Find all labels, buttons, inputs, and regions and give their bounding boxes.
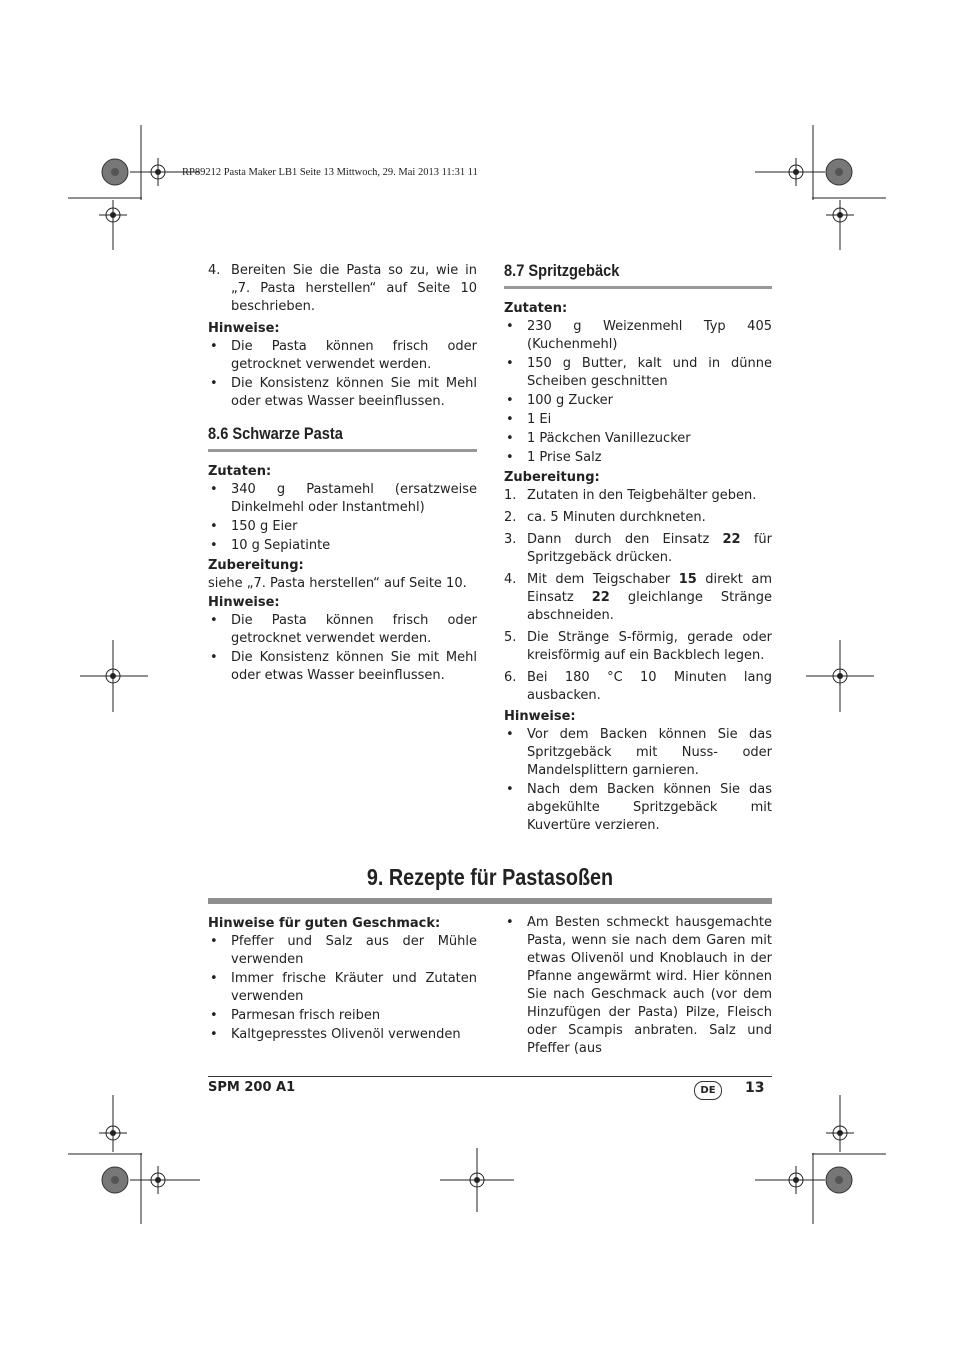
hints-list — [208, 612, 477, 685]
list-item: • Die Konsistenz können Sie mit Mehl oder etwas Wasser beeinflussen. — [208, 649, 477, 685]
list-item: • Kaltgepresstes Olivenöl verwenden — [208, 1026, 477, 1044]
tips-list — [208, 933, 477, 1044]
section-heading-spritzgebaeck: 8.7 Spritzgebäck — [504, 262, 772, 289]
list-item: • Immer frische Kräuter und Zutaten verwenden — [208, 970, 477, 1006]
list-item: • 100 g Zucker — [504, 392, 772, 410]
hints-title: Hinweise: — [208, 595, 280, 610]
list-item: • Die Konsistenz können Sie mit Mehl oder etwas Wasser beeinflussen. — [208, 375, 477, 411]
ingredients-list — [208, 481, 477, 555]
hints-list — [208, 338, 477, 411]
prep-text: siehe „7. Pasta herstellen“ auf Seite 10. — [208, 576, 467, 591]
list-item: • Am Besten schmeckt hausgemachte Pasta, wenn sie nach dem Garen mit etwas Olivenöl und Knoblauch in der Pfanne angewärmt wird. Hier können Sie nach Geschmack auch (vor dem Hinzufügen der Pasta) Pilze, Fleisch oder Scampis anbraten. Salz und Pfeffer (aus — [504, 914, 772, 1058]
list-item: • Vor dem Backen können Sie das Spritzgebäck mit Nuss- oder Mandelsplittern garnieren. — [504, 726, 772, 780]
list-item: • Die Pasta können frisch oder getrocknet verwendet werden. — [208, 338, 477, 374]
list-item: 4. Bereiten Sie die Pasta so zu, wie in „7. Pasta herstellen“ auf Seite 10 beschrieben. — [208, 263, 477, 314]
hints-title: Hinweise: — [504, 709, 576, 724]
bottom-left-column — [208, 914, 477, 1045]
list-item: • Die Pasta können frisch oder getrocknet verwendet werden. — [208, 612, 477, 648]
left-column — [208, 262, 477, 686]
ingredients-list — [504, 318, 772, 467]
footer-rule — [208, 1076, 772, 1077]
list-item: • 340 g Pastamehl (ersatzweise Dinkelmehl oder Instantmehl) — [208, 481, 477, 517]
tips-title: Hinweise für guten Geschmack: — [208, 916, 441, 931]
step-list — [504, 487, 772, 705]
page-number: 13 — [745, 1080, 765, 1096]
chapter-title: 9. Rezepte für Pastasoßen — [366, 864, 614, 890]
list-item: • 150 g Eier — [208, 518, 477, 536]
print-info-header: RP89212 Pasta Maker LB1 Seite 13 Mittwoch, 29. Mai 2013 11:31 11 — [182, 167, 478, 178]
list-item: • 10 g Sepiatinte — [208, 537, 477, 555]
list-item: 3. Dann durch den Einsatz 22 für Spritzgebäck drücken. — [504, 532, 772, 565]
section-heading-schwarze-pasta: 8.6 Schwarze Pasta — [208, 425, 477, 452]
footer-model: SPM 200 A1 — [208, 1080, 296, 1095]
list-item: 5. Die Stränge S-förmig, gerade oder kreisförmig auf ein Backblech legen. — [504, 630, 772, 663]
list-item: • 150 g Butter, kalt und in dünne Scheiben geschnitten — [504, 355, 772, 391]
list-item: • 1 Ei — [504, 411, 772, 429]
ingredients-title: Zutaten: — [504, 301, 568, 316]
list-item: • Pfeffer und Salz aus der Mühle verwenden — [208, 933, 477, 969]
bottom-right-column — [504, 914, 772, 1059]
step-list — [208, 262, 477, 316]
list-item: • 230 g Weizenmehl Typ 405 (Kuchenmehl) — [504, 318, 772, 354]
list-item: 1. Zutaten in den Teigbehälter geben. — [504, 488, 757, 503]
list-item: • 1 Päckchen Vanillezucker — [504, 430, 772, 448]
hints-title: Hinweise: — [208, 321, 280, 336]
hints-list — [504, 726, 772, 835]
list-item: • Parmesan frisch reiben — [208, 1007, 477, 1025]
list-item: 2. ca. 5 Minuten durchkneten. — [504, 510, 706, 525]
list-item: 6. Bei 180 °C 10 Minuten lang ausbacken. — [504, 670, 772, 703]
list-item: • Nach dem Backen können Sie das abgekühlte Spritzgebäck mit Kuvertüre verzieren. — [504, 781, 772, 835]
right-column — [504, 262, 772, 836]
tips-list — [504, 914, 772, 1058]
prep-title: Zubereitung: — [208, 558, 304, 573]
list-item: • 1 Prise Salz — [504, 449, 772, 467]
list-item: 4. Mit dem Teigschaber 15 direkt am Einsatz 22 gleichlange Stränge abschneiden. — [504, 572, 773, 623]
prep-title: Zubereitung: — [504, 470, 600, 485]
language-badge: DE — [694, 1081, 722, 1100]
ingredients-title: Zutaten: — [208, 464, 272, 479]
chapter-title-bar — [208, 898, 772, 904]
